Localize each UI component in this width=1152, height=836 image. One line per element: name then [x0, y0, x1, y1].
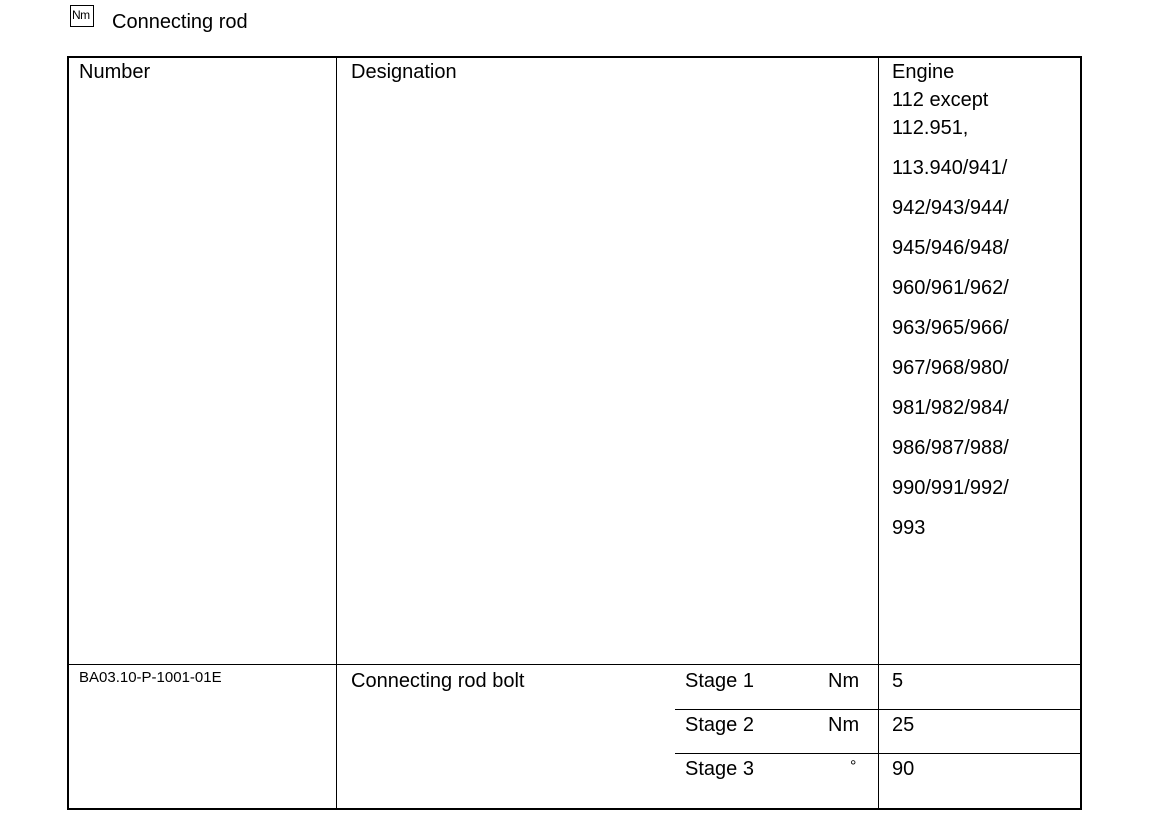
- stage-label: Stage 1: [685, 670, 754, 692]
- engine-line: 112.951,: [892, 117, 969, 139]
- engine-line: 967/968/980/: [892, 357, 1009, 379]
- engine-line: 945/946/948/: [892, 237, 1009, 259]
- engine-line: 963/965/966/: [892, 317, 1009, 339]
- stage-row-divider: [675, 753, 1081, 754]
- stage-unit: °: [850, 758, 857, 775]
- stage-unit: Nm: [828, 714, 860, 736]
- torque-nm-icon: Nm: [70, 5, 94, 27]
- engine-line: 960/961/962/: [892, 277, 1009, 299]
- engine-line: 113.940/941/: [892, 157, 1008, 179]
- engine-line: 112 except: [892, 89, 989, 111]
- engine-line: 981/982/984/: [892, 397, 1009, 419]
- engine-line: 990/991/992/: [892, 477, 1009, 499]
- stage-row-divider: [675, 709, 1081, 710]
- stage-value: 90: [892, 758, 915, 780]
- header-row-divider: [68, 664, 1081, 665]
- document-number: BA03.10-P-1001-01E: [79, 669, 222, 686]
- column-header-engine: Engine: [892, 61, 955, 83]
- stage-unit: Nm: [828, 670, 860, 692]
- engine-line: 942/943/944/: [892, 197, 1009, 219]
- column-header-number: Number: [79, 61, 151, 83]
- stage-value: 5: [892, 670, 904, 692]
- stage-label: Stage 3: [685, 758, 754, 780]
- stage-label: Stage 2: [685, 714, 754, 736]
- engine-line: 986/987/988/: [892, 437, 1009, 459]
- stage-value: 25: [892, 714, 915, 736]
- column-divider: [878, 57, 879, 809]
- designation-value: Connecting rod bolt: [351, 670, 525, 692]
- column-divider: [336, 57, 337, 809]
- page-title: Connecting rod: [112, 11, 248, 33]
- engine-line: 993: [892, 517, 926, 539]
- engine-list: [892, 88, 1009, 556]
- column-header-designation: Designation: [351, 61, 457, 83]
